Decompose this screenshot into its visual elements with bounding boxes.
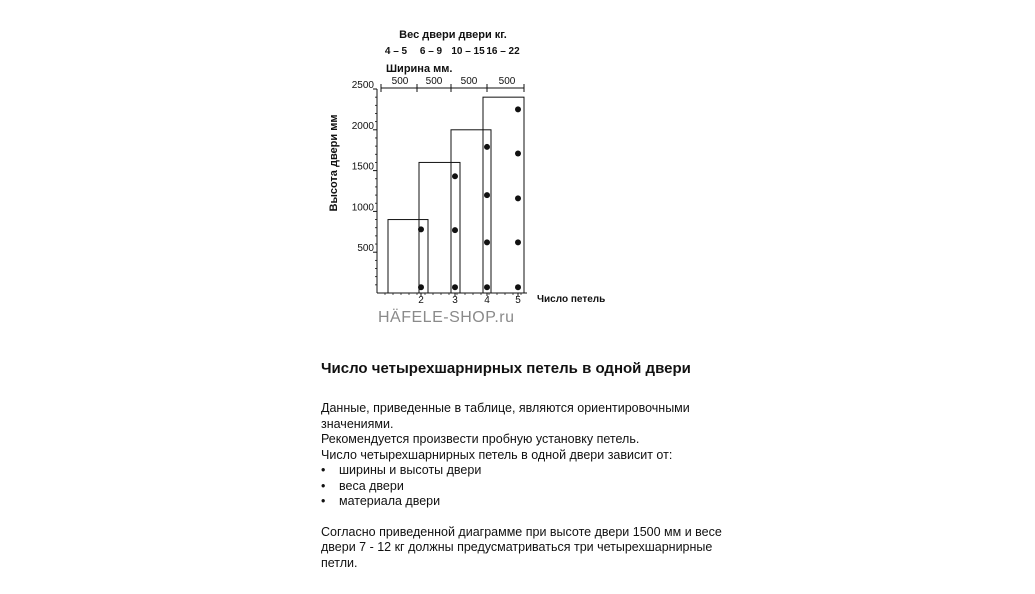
list-item-text: материала двери [339,494,441,508]
hinge-dot [515,195,521,201]
weight-title: Вес двери двери кг. [399,29,507,41]
hinge-dot [484,284,490,290]
x-tick-label: 4 [484,295,490,306]
y-tick-label: 1500 [351,161,374,173]
page-title: Число четырехшарнирных петель в одной двери [321,360,691,377]
text-line-1: Данные, приведенные в таблице, являются ориентировочными значениями. [321,401,690,431]
x-tick-label: 3 [452,295,458,306]
width-value-1: 500 [391,76,409,87]
y-tick-label: 1000 [351,202,374,214]
hinge-dot [515,284,521,290]
hinge-dot [515,150,521,156]
hinge-dot [484,192,490,198]
y-tick-label: 2500 [351,80,374,91]
y-tick-label: 2000 [351,120,374,132]
watermark: HÄFELE-SHOP.ru [378,309,515,326]
y-axis-label: Высота двери мм [328,114,340,212]
list-item [321,463,741,479]
bullet-icon: • [321,478,326,493]
list-item-text: веса двери [339,478,404,493]
bullet-icon: • [321,463,326,477]
x-tick-label: 2 [418,295,424,306]
x-axis-label: Число петель [537,294,606,305]
list-item [321,479,741,495]
hinge-dot [515,106,521,112]
description [321,401,741,571]
door-rect [451,130,491,293]
text-line-3: Число четырехшарнирных петель в одной двери зависит от: [321,447,673,462]
door-rectangles [388,97,524,293]
weight-range-2: 6 – 9 [419,46,443,57]
hinge-dot [484,239,490,245]
example-paragraph: Согласно приведенной диаграмме при высоте двери 1500 мм и весе двери 7 - 12 кг должны предусматриваться три четырехшарнирные петли. [321,524,722,570]
x-labels [385,293,521,306]
width-value-4: 500 [498,76,516,87]
weight-range-1: 4 – 5 [384,46,408,57]
weight-range-4: 16 – 22 [486,46,520,57]
hinge-dot [452,284,458,290]
hinge-dot [484,144,490,150]
hinge-dot [452,173,458,179]
list-item [321,494,741,510]
hinge-dot [452,227,458,233]
bullet-icon: • [321,494,326,508]
text-line-2: Рекомендуется произвести пробную установку петель. [321,432,640,446]
width-value-2: 500 [425,76,443,87]
list-item-text: ширины и высоты двери [339,463,482,477]
y-ticks [352,80,377,285]
width-title: Ширина мм. [386,63,453,75]
x-tick-label: 5 [515,295,521,306]
width-value-3: 500 [460,76,478,87]
weight-range-3: 10 – 15 [451,46,485,57]
hinge-dot [515,239,521,245]
factor-list [321,463,741,510]
y-tick-label: 500 [357,243,374,255]
